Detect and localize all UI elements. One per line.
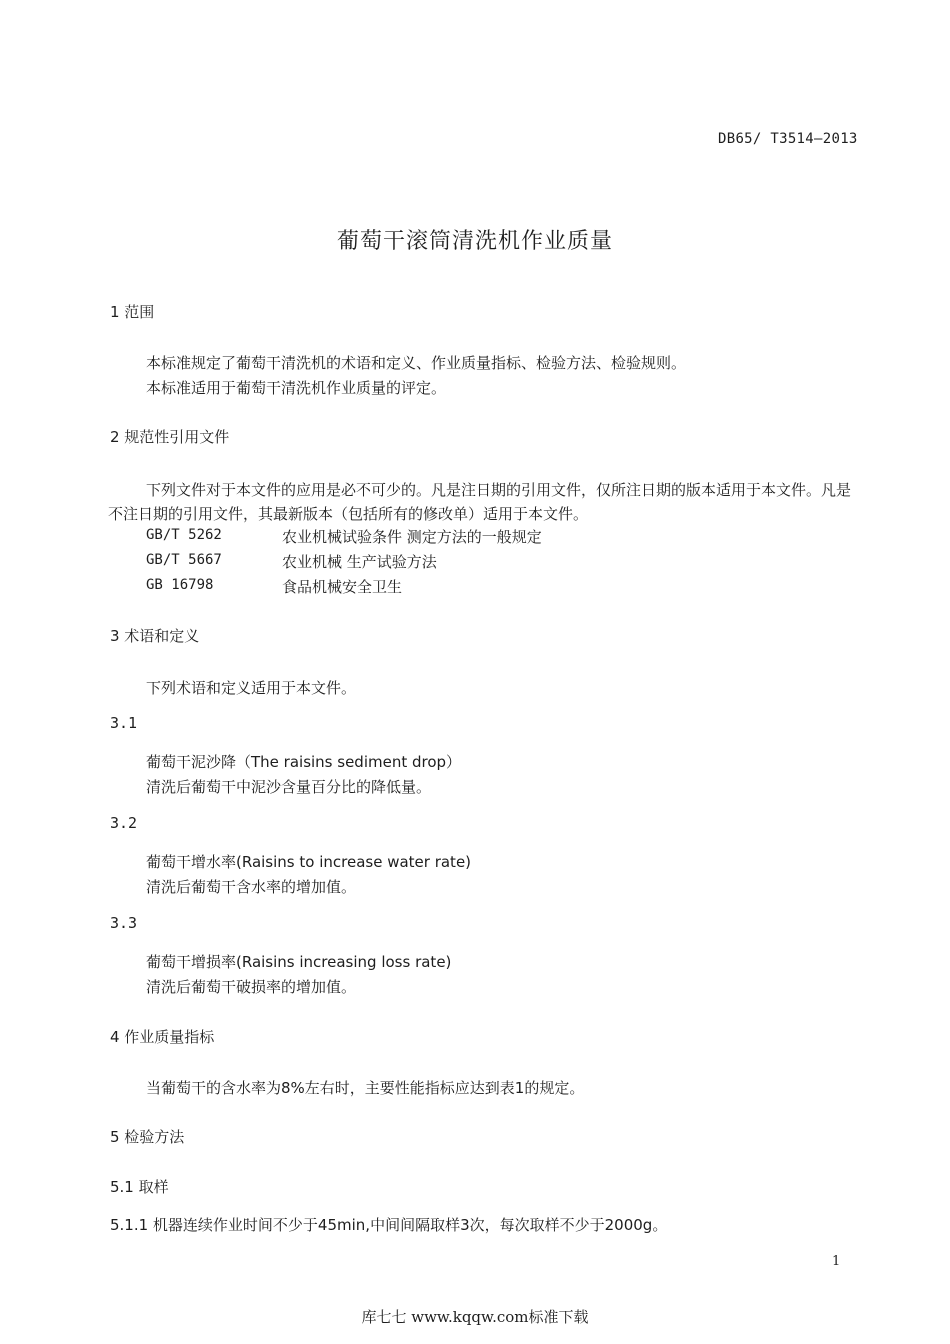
term-name: 葡萄干泥沙降（The raisins sediment drop）: [146, 753, 462, 771]
term-number: 3.3: [110, 914, 138, 932]
page-title: 葡萄干滚筒清洗机作业质量: [336, 229, 613, 254]
term-name: 葡萄干增水率(Raisins to increase water rate): [146, 853, 472, 871]
section-2-heading: 2 规范性引用文件: [110, 428, 230, 446]
section-3-paragraph: 下列术语和定义适用于本文件。: [146, 679, 357, 697]
section-1-heading: 1 范围: [110, 303, 155, 321]
reference-title: 农业机械试验条件 测定方法的一般规定: [282, 528, 542, 546]
reference-code: GB 16798: [146, 577, 214, 593]
footer-watermark: 库七七 www.kqqw.com标准下载: [361, 1308, 589, 1326]
reference-title: 农业机械 生产试验方法: [282, 553, 437, 571]
section-5-heading: 5 检验方法: [110, 1128, 185, 1146]
reference-title: 食品机械安全卫生: [282, 578, 403, 596]
term-definition: 清洗后葡萄干含水率的增加值。: [146, 878, 357, 896]
section-4-paragraph: 当葡萄干的含水率为8%左右时，主要性能指标应达到表1的规定。: [146, 1079, 585, 1097]
term-number: 3.2: [110, 814, 138, 832]
page-number: 1: [832, 1254, 841, 1269]
term-definition: 清洗后葡萄干破损率的增加值。: [146, 978, 357, 996]
term-definition: 清洗后葡萄干中泥沙含量百分比的降低量。: [146, 778, 432, 796]
term-number: 3.1: [110, 714, 138, 732]
section-2-paragraph: 下列文件对于本文件的应用是必不可少的。凡是注日期的引用文件，仅所注日期的版本适用于本文件。凡是不注日期的引用文件，其最新版本（包括所有的修改单）适用于本文件。: [108, 481, 852, 523]
section-1-paragraph-2: 本标准适用于葡萄干清洗机作业质量的评定。: [146, 379, 447, 397]
section-3-heading: 3 术语和定义: [110, 627, 200, 645]
reference-code: GB/T 5262: [146, 527, 222, 543]
subsection-5-1-heading: 5.1 取样: [110, 1178, 169, 1196]
term-name: 葡萄干增损率(Raisins increasing loss rate): [146, 953, 452, 971]
section-4-heading: 4 作业质量指标: [110, 1028, 215, 1046]
reference-code: GB/T 5667: [146, 552, 222, 568]
section-1-paragraph-1: 本标准规定了葡萄干清洗机的术语和定义、作业质量指标、检验方法、检验规则。: [146, 354, 687, 372]
document-code: DB65/ T3514—2013: [718, 131, 858, 147]
clause-5-1-1: 5.1.1 机器连续作业时间不少于45min,中间间隔取样3次，每次取样不少于2000g。: [110, 1216, 668, 1234]
